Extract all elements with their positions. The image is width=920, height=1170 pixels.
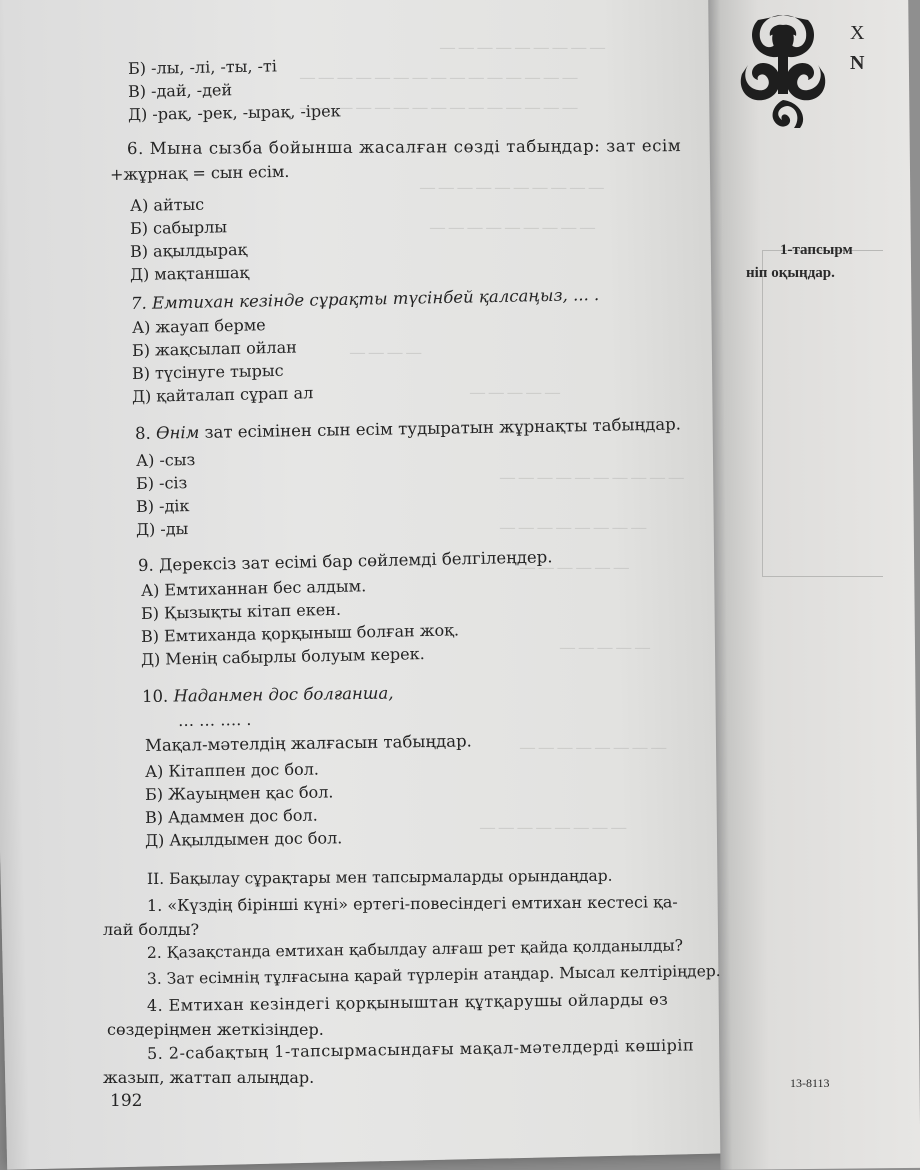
q10-question [142,685,394,705]
q6-option-a: А) айтыс [129,194,205,215]
q10-option-b: Б) Жауыңмен қас бол. [144,782,334,804]
section2-item-5: 5. 2-сабақтың 1-тапсырмасындағы мақал-мәтелдерді көшіріп [146,1035,695,1063]
section2-item-2: 2. Қазақстанда емтихан қабылдау алғаш рет қайда қолданылды? [146,936,684,962]
right-footer-code: 13-8113 [790,1076,830,1090]
right-header-letter-2: N [850,52,865,74]
q6-option-v: В) ақылдырақ [129,239,248,261]
right-task-box [762,250,883,577]
q8-option-a: А) -сыз [135,449,196,470]
q7-option-v: В) түсінуге тырыс [131,360,284,383]
q10-instruction: Мақал-мәтелдің жалғасын табыңдар. [144,731,472,755]
q8-text: зат есімінен сын есім тудыратын жұрнақты табыңдар. [199,414,682,442]
q7-option-d: Д) қайталап сұрап ал [131,383,314,406]
q7-question: 7. Емтихан кезінде сұрақты түсінбей қалсаңыз, ... . [130,285,600,313]
q6-line-1: 6. Мына сызба бойынша жасалған сөзді табыңдар: зат есім [126,136,682,158]
q8-number: 8. [134,423,157,443]
section2-item-1: 1. «Күздің бірінші күні» ертегі-повесіндегі емтихан кестесі қа- [146,892,678,915]
q10-number: 10. [141,686,174,706]
q10-dots: … … …. . [177,709,252,730]
q8-option-b: Б) -сіз [135,473,188,493]
section2-item-3: 3. Зат есімнің тұлғасына қарай түрлерін атаңдар. Мысал келтіріңдер. [146,961,721,988]
right-task-subtitle: ніп оқыңдар. [746,265,835,281]
q10-proverb: Наданмен дос болғанша, [173,683,394,706]
q9-question: 9. Дерексіз зат есімі бар сөйлемді белгілеңдер. [137,547,553,575]
q6-option-b: Б) сабырлы [129,217,228,238]
q10-option-a: А) Кітаппен дос бол. [144,759,320,781]
section2-item-4: 4. Емтихан кезіндегі қорқыныштан құтқарушы ойларды өз [146,989,669,1015]
q6-line-2: +жұрнақ = сын есім. [109,161,290,184]
q6-option-d: Д) мақтаншақ [129,262,250,284]
page-number: 192 [110,1091,143,1111]
q7-option-a: А) жауап берме [131,315,266,337]
q9-option-v: В) Емтиханда қорқыныш болған жоқ. [140,620,460,646]
q9-option-b: Б) Қызықты кітап екен. [140,599,342,623]
section2-item-4-cont: сөздеріңмен жеткізіңдер. [107,1020,324,1039]
right-task-title: 1-тапсырм [780,242,853,258]
q10-option-d: Д) Ақылдымен дос бол. [144,828,343,850]
q10-option-v: В) Адаммен дос бол. [144,805,318,827]
q8-option-v: В) -дік [135,496,190,516]
q9-option-a: А) Емтиханнан бес алдым. [140,576,367,600]
q5-option-b: Б) -лы, -лі, -ты, -ті [127,56,278,78]
section2-item-5-cont: жазып, жаттап алыңдар. [103,1068,315,1087]
q9-option-d: Д) Менің сабырлы болуым керек. [140,644,425,669]
q7-option-b: Б) жақсылап ойлан [131,337,298,360]
q8-option-d: Д) -ды [135,519,189,539]
right-header-letter: Х [850,22,865,44]
section2-title: II. Бақылау сұрақтары мен тапсырмаларды орындаңдар. [146,866,613,888]
q5-option-v: В) -дай, -дей [127,80,233,101]
q8-word: Өнім [155,422,200,443]
q8-question [135,416,681,442]
section2-item-1-cont: лай болды? [103,920,200,939]
q5-option-d: Д) -рақ, -рек, -ырақ, -ірек [127,101,341,124]
